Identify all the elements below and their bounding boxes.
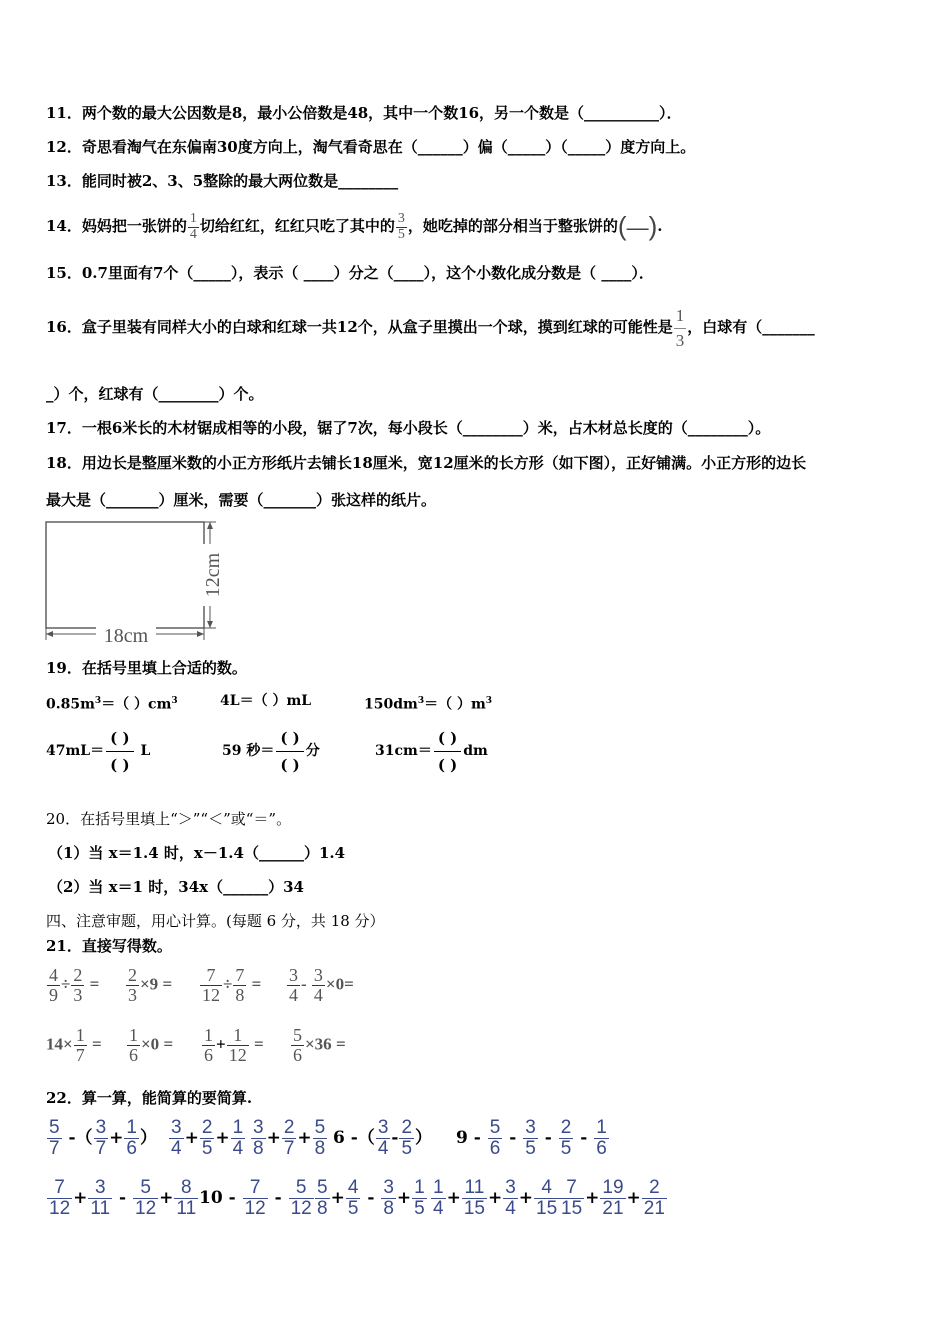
q21-expr-5: 14× $\frac{1}{7}$ = [46, 1025, 102, 1065]
question-19 [46, 658, 247, 678]
height-label: 12cm [202, 552, 224, 598]
question-15-text: 15．0.7里面有7个（_____），表示（ ____）分之（____），这个小数化成分数是（ ____）． [46, 264, 654, 282]
q19-fraction-2: ( ) ( ) [276, 725, 303, 778]
q21-expr-6: $\frac{1}{6}$ ×0 = [129, 1025, 174, 1065]
q22-expr-9: $\frac{1}{4}$ + $\frac{11}{15}$ + $\frac{3}{4}$ + $\frac{4}{15}$ [433, 1177, 558, 1219]
q14-fraction-1: $\frac{1}{4}$ [189, 210, 197, 242]
q22-expr-3: $\frac{3}{8}$ + $\frac{2}{7}$ + $\frac{5}{8}$ [253, 1117, 326, 1159]
question-11-text: 11．两个数的最大公因数是8，最小公倍数是48，其中一个数16，另一个数是（__________）． [46, 104, 682, 122]
question-21 [46, 936, 172, 956]
q19-item-2: 4L＝（ ）mL [220, 693, 312, 709]
q22-expr-8: $\frac{5}{8}$ + $\frac{4}{5}$ - $\frac{3}{8}$ + $\frac{1}{5}$ [317, 1177, 425, 1219]
q14-fraction-2: $\frac{3}{5}$ [397, 210, 405, 242]
q16-text-a: 16．盒子里装有同样大小的白球和红球一共12个，从盒子里摸出一个球，摸到红球的可能性是 [46, 318, 673, 336]
question-12-text: 12．奇思看淘气在东偏南30度方向上，淘气看奇思在（______）偏（_____）（_____）度方向上。 [46, 138, 696, 156]
question-22 [46, 1088, 252, 1108]
rectangle-shape [46, 522, 204, 628]
q16-text-c: _）个，红球有（________）个。 [46, 385, 264, 403]
question-20 [46, 809, 291, 829]
q22-expr-4: 6 -（ $\frac{3}{4}$ - $\frac{2}{5}$ ） [333, 1117, 433, 1159]
rectangle-figure [40, 518, 240, 648]
q19-item-1: $0.85m^3=$（ ）$cm^3$ [46, 696, 178, 713]
section-4-heading: 四、注意审题，用心计算。(每题 6 分，共 18 分） [46, 912, 385, 930]
q19-item-6: 31cm＝ ( ) ( ) dm [375, 723, 488, 779]
q21-expr-7: $\frac{1}{6}$ + $\frac{1}{12}$ = [204, 1025, 264, 1065]
q14-end: . [657, 217, 663, 235]
width-arrow-left-icon [46, 631, 53, 637]
q22-expr-1: $\frac{5}{7}$ -（ $\frac{3}{7}$ + $\frac{1}{6}$ ） [49, 1117, 157, 1159]
q22-expr-6: $\frac{7}{12}$ + $\frac{3}{11}$ - $\frac{5}{12}$ + $\frac{8}{11}$ [49, 1177, 197, 1219]
width-arrow-right-icon [197, 631, 204, 637]
question-13 [46, 171, 398, 191]
q14-answer-blank: (—) [617, 211, 658, 241]
question-16-cont [46, 384, 264, 404]
question-13-text: 13．能同时被2、3、5整除的最大两位数是________ [46, 172, 399, 190]
q14-text-a: 14．妈妈把一张饼的 [46, 217, 187, 235]
question-20-part-1: （1）当 x＝1.4 时，x－1.4（______）1.4 [48, 844, 346, 862]
q21-expr-2: $\frac{2}{3}$ ×9 = [128, 965, 173, 1005]
q14-text-b: 切给红红，红红只吃了其中的 [199, 217, 395, 235]
height-arrow-bottom-icon [207, 621, 213, 628]
question-16 [46, 299, 815, 355]
question-21-text: 21．直接写得数。 [46, 937, 172, 955]
q16-text-b: ，白球有（_______ [687, 318, 815, 336]
q19-fraction-3: ( ) ( ) [434, 725, 461, 778]
q16-fraction: $\frac{1}{3}$ [675, 305, 685, 350]
q19-item-3: $150dm^3=$（ ）$m^3$ [364, 696, 493, 713]
question-18 [46, 453, 806, 473]
q21-expr-3: $\frac{7}{12}$ ÷ $\frac{7}{8}$ = [202, 965, 262, 1005]
question-22-text: 22．算一算，能简算的要简算. [46, 1089, 253, 1107]
width-label: 18cm [103, 625, 149, 647]
question-19-text: 19．在括号里填上合适的数。 [46, 659, 247, 677]
q14-text-c: ，她吃掉的部分相当于整张饼的 [407, 217, 618, 235]
question-17-text: 17．一根6米长的木材锯成相等的小段，锯了7次，每小段长（________）米，占木材总长度的（________）。 [46, 419, 771, 437]
question-18-cont [46, 490, 436, 510]
q21-expr-4: $\frac{3}{4}$ - $\frac{3}{4}$ ×0= [289, 965, 354, 1005]
q22-expr-5: 9 - $\frac{5}{6}$ - $\frac{3}{5}$ - $\frac{2}{5}$ - $\frac{1}{6}$ [456, 1117, 607, 1159]
q22-expr-7: 10 - $\frac{7}{12}$ - $\frac{5}{12}$ [199, 1177, 312, 1219]
question-17 [46, 418, 770, 438]
question-20-text: 20．在括号里填上“＞”“＜”或“＝”。 [46, 810, 292, 828]
question-12 [46, 137, 695, 157]
question-15 [46, 263, 654, 283]
question-14 [46, 208, 662, 246]
q22-expr-10: $\frac{7}{15}$ + $\frac{19}{21}$ + $\frac{2}{21}$ [561, 1177, 665, 1219]
q21-expr-1: $\frac{4}{9}$ ÷ $\frac{2}{3}$ = [49, 965, 100, 1005]
q21-expr-8: $\frac{5}{6}$ ×36 = [293, 1025, 346, 1065]
q19-item-5: 59 秒＝ ( ) ( ) 分 [222, 723, 320, 779]
q22-expr-2: $\frac{3}{4}$ + $\frac{2}{5}$ + $\frac{1}{4}$ [171, 1117, 244, 1159]
question-18-text-b: 最大是（_______）厘米，需要（_______）张这样的纸片。 [46, 491, 437, 509]
height-arrow-top-icon [207, 522, 213, 529]
question-18-text-a: 18．用边长是整厘米数的小正方形纸片去铺长18厘米，宽12厘米的长方形（如下图），正好铺满。小正方形的边长 [46, 454, 807, 472]
question-11 [46, 103, 682, 123]
q19-item-4: 47mL＝ ( ) ( ) L [46, 723, 150, 779]
question-20-part-2: （2）当 x＝1 时，34x（______）34 [48, 878, 304, 896]
q19-fraction-1: ( ) ( ) [106, 725, 133, 778]
